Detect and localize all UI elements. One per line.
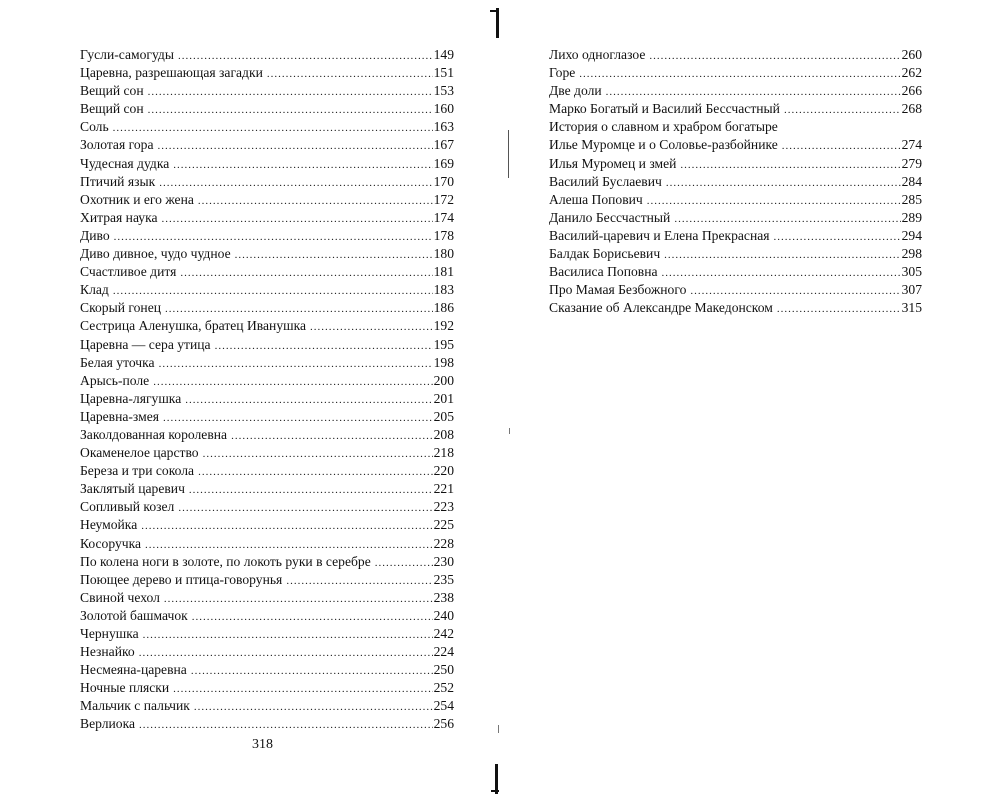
toc-entry (549, 100, 922, 118)
toc-entry-page: 172 (433, 191, 454, 207)
toc-entry-title: Царевна-змея (80, 408, 160, 424)
toc-entry (80, 498, 454, 516)
toc-entry-title: Василиса Поповна (549, 264, 658, 280)
toc-entry-title: Илья Муромец и змей (549, 155, 677, 171)
toc-entry (80, 516, 454, 534)
toc-leader-dots (143, 626, 433, 644)
toc-entry (80, 661, 454, 679)
toc-entry-page: 163 (433, 119, 454, 135)
toc-entry-title: Поющее дерево и птица-говорунья (80, 571, 283, 587)
toc-entry-title: Береза и три сокола (80, 463, 195, 479)
toc-entry-page: 183 (433, 282, 454, 298)
toc-entry-title: Птичий язык (80, 173, 156, 189)
toc-entry (549, 82, 922, 100)
toc-entry-page: 198 (433, 354, 454, 370)
toc-entry (549, 155, 922, 173)
toc-entry-title: Лихо одноглазое (549, 47, 646, 62)
toc-entry (549, 245, 922, 263)
toc-entry-page: 307 (901, 282, 922, 298)
toc-entry-title: Про Мамая Безбожного (549, 282, 687, 298)
toc-entry-page: 221 (433, 481, 454, 497)
toc-entry-title: Чудесная дудка (80, 155, 170, 171)
toc-left-column (80, 46, 454, 734)
toc-leader-dots (192, 608, 433, 626)
toc-entry-page: 223 (433, 499, 454, 515)
toc-entry (549, 209, 922, 227)
toc-entry (80, 227, 454, 245)
toc-leader-dots (777, 300, 901, 318)
toc-leader-dots (141, 517, 432, 535)
toc-entry-title: Ночные пляски (80, 680, 170, 696)
toc-entry-title: Василий Буслаевич (549, 173, 662, 189)
toc-entry-title: Верлиока (80, 716, 136, 732)
toc-entry (80, 589, 454, 607)
toc-entry-title: Белая уточка (80, 354, 155, 370)
toc-entry (80, 625, 454, 643)
toc-entry (549, 173, 922, 191)
toc-leader-dots (235, 246, 433, 264)
toc-leader-dots (173, 680, 432, 698)
toc-leader-dots (163, 409, 433, 427)
toc-leader-dots (606, 83, 901, 101)
page-number: 318 (252, 737, 273, 752)
toc-entry (80, 209, 454, 227)
toc-entry (549, 263, 922, 281)
toc-entry-title: Косоручка (80, 535, 142, 551)
toc-entry-page: 200 (433, 372, 454, 388)
toc-entry-page: 181 (433, 264, 454, 280)
toc-entry-title: Неумойка (80, 517, 138, 533)
toc-entry-page: 208 (433, 426, 454, 442)
toc-entry (80, 679, 454, 697)
toc-entry (80, 245, 454, 263)
toc-leader-dots (191, 662, 433, 680)
toc-entry-title: Диво дивное, чудо чудное (80, 246, 231, 262)
toc-entry-title: Василий-царевич и Елена Прекрасная (549, 227, 770, 243)
toc-leader-dots (159, 355, 433, 373)
toc-entry (549, 118, 922, 136)
gutter-mark-dot-1 (509, 428, 510, 434)
toc-leader-dots (162, 210, 433, 228)
toc-entry (80, 372, 454, 390)
toc-entry (549, 299, 922, 317)
toc-leader-dots (375, 554, 433, 572)
toc-entry-title: Охотник и его жена (80, 191, 194, 207)
toc-entry-title: Счастливое дитя (80, 264, 177, 280)
toc-entry-page: 205 (433, 408, 454, 424)
toc-entry-page: 238 (433, 589, 454, 605)
toc-entry-page: 252 (433, 680, 454, 696)
toc-entry (80, 390, 454, 408)
toc-entry (549, 136, 922, 154)
toc-entry (549, 191, 922, 209)
toc-entry (549, 64, 922, 82)
toc-entry (80, 82, 454, 100)
toc-leader-dots (185, 391, 432, 409)
toc-entry (80, 354, 454, 372)
toc-entry-page: 160 (433, 101, 454, 117)
toc-entry-title: Вещий сон (80, 101, 144, 117)
toc-entry (80, 607, 454, 625)
toc-entry-page: 225 (433, 517, 454, 533)
toc-entry (549, 281, 922, 299)
toc-entry (80, 299, 454, 317)
toc-leader-dots (680, 156, 900, 174)
toc-entry-page: 266 (901, 83, 922, 99)
toc-entry-title: Окаменелое царство (80, 445, 199, 461)
toc-leader-dots (649, 47, 900, 65)
toc-leader-dots (666, 174, 901, 192)
toc-leader-dots (164, 590, 433, 608)
toc-entry-title: Царевна — сера утица (80, 336, 211, 352)
gutter-mark-top (496, 8, 499, 38)
toc-entry (80, 281, 454, 299)
toc-entry (80, 426, 454, 444)
gutter-mark-bottom-tick (491, 790, 499, 792)
toc-leader-dots (194, 698, 433, 716)
toc-leader-dots (159, 174, 432, 192)
toc-entry-page: 170 (433, 173, 454, 189)
toc-entry-page: 274 (901, 137, 922, 153)
toc-entry-title: Алеша Попович (549, 191, 643, 207)
toc-leader-dots (203, 445, 433, 463)
toc-entry-page: 284 (901, 173, 922, 189)
toc-entry (80, 408, 454, 426)
toc-entry-page: 242 (433, 626, 454, 641)
toc-entry (80, 155, 454, 173)
toc-entry-title: Илье Муромце и о Соловье-разбойнике (549, 137, 778, 153)
toc-right-column (549, 46, 922, 317)
toc-entry-page: 220 (433, 463, 454, 479)
toc-entry-title: Хитрая наука (80, 209, 158, 225)
toc-leader-dots (180, 264, 432, 282)
toc-entry-page: 167 (433, 137, 454, 153)
toc-entry-page: 228 (433, 535, 454, 551)
gutter-mark-mid (508, 130, 509, 178)
toc-entry (80, 336, 454, 354)
toc-leader-dots (664, 246, 900, 264)
toc-entry-page: 149 (433, 47, 454, 62)
toc-entry-title: Две доли (549, 83, 602, 99)
toc-leader-dots (579, 65, 900, 83)
toc-entry (80, 64, 454, 82)
toc-entry (80, 136, 454, 154)
toc-entry-title: Сказание об Александре Македонском (549, 300, 773, 316)
toc-entry-title: Мальчик с пальчик (80, 698, 190, 714)
toc-entry-page: 268 (901, 101, 922, 117)
toc-entry-page: 285 (901, 191, 922, 207)
toc-entry-title: Арысь-поле (80, 372, 150, 388)
toc-leader-dots (690, 282, 900, 300)
toc-entry-page: 256 (433, 716, 454, 732)
toc-entry-title: Свиной чехол (80, 589, 160, 605)
toc-entry-title: По колена ноги в золоте, по локоть руки в серебре (80, 553, 371, 569)
toc-leader-dots (178, 499, 432, 517)
toc-entry-title: Скорый гонец (80, 300, 161, 316)
toc-entry-title: Горе (549, 65, 576, 81)
toc-entry-title: Чернушка (80, 626, 139, 641)
toc-entry-page: 201 (433, 390, 454, 406)
toc-leader-dots (157, 137, 432, 155)
toc-entry-page: 180 (433, 246, 454, 262)
toc-entry-title: Заколдованная королевна (80, 426, 228, 442)
toc-entry-page: 218 (433, 445, 454, 461)
toc-entry-title: Балдак Борисьевич (549, 246, 661, 262)
toc-leader-dots (178, 47, 433, 65)
toc-entry-title: Незнайко (80, 644, 135, 660)
toc-entry-page: 235 (433, 571, 454, 587)
toc-entry-page: 186 (433, 300, 454, 316)
toc-leader-dots (647, 192, 901, 210)
toc-entry-title: Царевна-лягушка (80, 390, 182, 406)
toc-entry (80, 553, 454, 571)
toc-leader-dots (153, 373, 432, 391)
toc-leader-dots (286, 572, 432, 590)
toc-leader-dots (148, 83, 433, 101)
toc-leader-dots (165, 300, 433, 318)
toc-entry-title: Клад (80, 282, 109, 298)
toc-entry-page: 153 (433, 83, 454, 99)
toc-entry (80, 317, 454, 335)
toc-entry-page: 315 (901, 300, 922, 316)
toc-leader-dots (145, 536, 433, 554)
gutter-mark-dot-2 (498, 725, 499, 733)
toc-leader-dots (267, 65, 433, 83)
toc-entry (80, 715, 454, 733)
toc-entry-title: Данило Бессчастный (549, 209, 671, 225)
toc-leader-dots (784, 101, 901, 119)
toc-entry-page: 195 (433, 336, 454, 352)
toc-leader-dots (148, 101, 433, 119)
gutter-mark-top-tick (490, 10, 498, 12)
toc-entry (80, 173, 454, 191)
toc-leader-dots (189, 481, 433, 499)
toc-leader-dots (231, 427, 433, 445)
toc-entry (80, 535, 454, 553)
toc-leader-dots (782, 137, 901, 155)
toc-entry-page: 240 (433, 607, 454, 623)
toc-entry (549, 46, 922, 64)
toc-entry-page: 230 (433, 553, 454, 569)
toc-entry-page: 151 (433, 65, 454, 81)
toc-entry-title: Заклятый царевич (80, 481, 185, 497)
toc-entry-page: 279 (901, 155, 922, 171)
toc-entry (549, 227, 922, 245)
toc-entry (80, 571, 454, 589)
toc-entry-page: 262 (901, 65, 922, 81)
toc-entry (80, 643, 454, 661)
toc-leader-dots (198, 192, 433, 210)
toc-leader-dots (113, 282, 433, 300)
toc-leader-dots (310, 318, 433, 336)
toc-leader-dots (674, 210, 900, 228)
toc-entry-title: Царевна, разрешающая загадки (80, 65, 263, 81)
toc-entry-page: 174 (433, 209, 454, 225)
toc-entry-page: 294 (901, 227, 922, 243)
toc-leader-dots (114, 228, 433, 246)
toc-entry (80, 462, 454, 480)
toc-entry-page: 192 (433, 318, 454, 334)
toc-entry-page: 305 (901, 264, 922, 280)
toc-entry-page: 260 (901, 47, 922, 62)
toc-entry-title: Золотой башмачок (80, 607, 188, 623)
toc-entry-page: 178 (433, 227, 454, 243)
toc-entry-page: 289 (901, 209, 922, 225)
toc-entry (80, 118, 454, 136)
toc-entry (80, 480, 454, 498)
toc-leader-dots (139, 644, 433, 662)
toc-leader-dots (215, 337, 433, 355)
toc-entry-page: 254 (433, 698, 454, 714)
toc-entry-title: Несмеяна-царевна (80, 662, 187, 678)
toc-leader-dots (139, 716, 433, 734)
toc-entry-title: Вещий сон (80, 83, 144, 99)
toc-entry-title: Марко Богатый и Василий Бессчастный (549, 101, 780, 117)
toc-entry (80, 444, 454, 462)
toc-entry (80, 263, 454, 281)
toc-entry-page: 224 (433, 644, 454, 660)
toc-entry-page: 169 (433, 155, 454, 171)
toc-entry (80, 697, 454, 715)
toc-entry-title: Сопливый козел (80, 499, 175, 515)
toc-entry-page: 298 (901, 246, 922, 262)
toc-entry (80, 46, 454, 64)
toc-entry-page: 250 (433, 662, 454, 678)
toc-leader-dots (173, 156, 432, 174)
toc-entry-title: Соль (80, 119, 109, 135)
toc-entry-title: Золотая гора (80, 137, 154, 153)
toc-entry-title: Гусли-самогуды (80, 47, 174, 62)
toc-entry (80, 191, 454, 209)
toc-entry (80, 100, 454, 118)
toc-entry-title: История о славном и храбром богатыре (549, 119, 778, 135)
toc-leader-dots (198, 463, 433, 481)
toc-leader-dots (662, 264, 901, 282)
toc-leader-dots (774, 228, 901, 246)
toc-entry-title: Сестрица Аленушка, братец Иванушка (80, 318, 307, 334)
toc-entry-title: Диво (80, 227, 110, 243)
toc-leader-dots (113, 119, 433, 137)
